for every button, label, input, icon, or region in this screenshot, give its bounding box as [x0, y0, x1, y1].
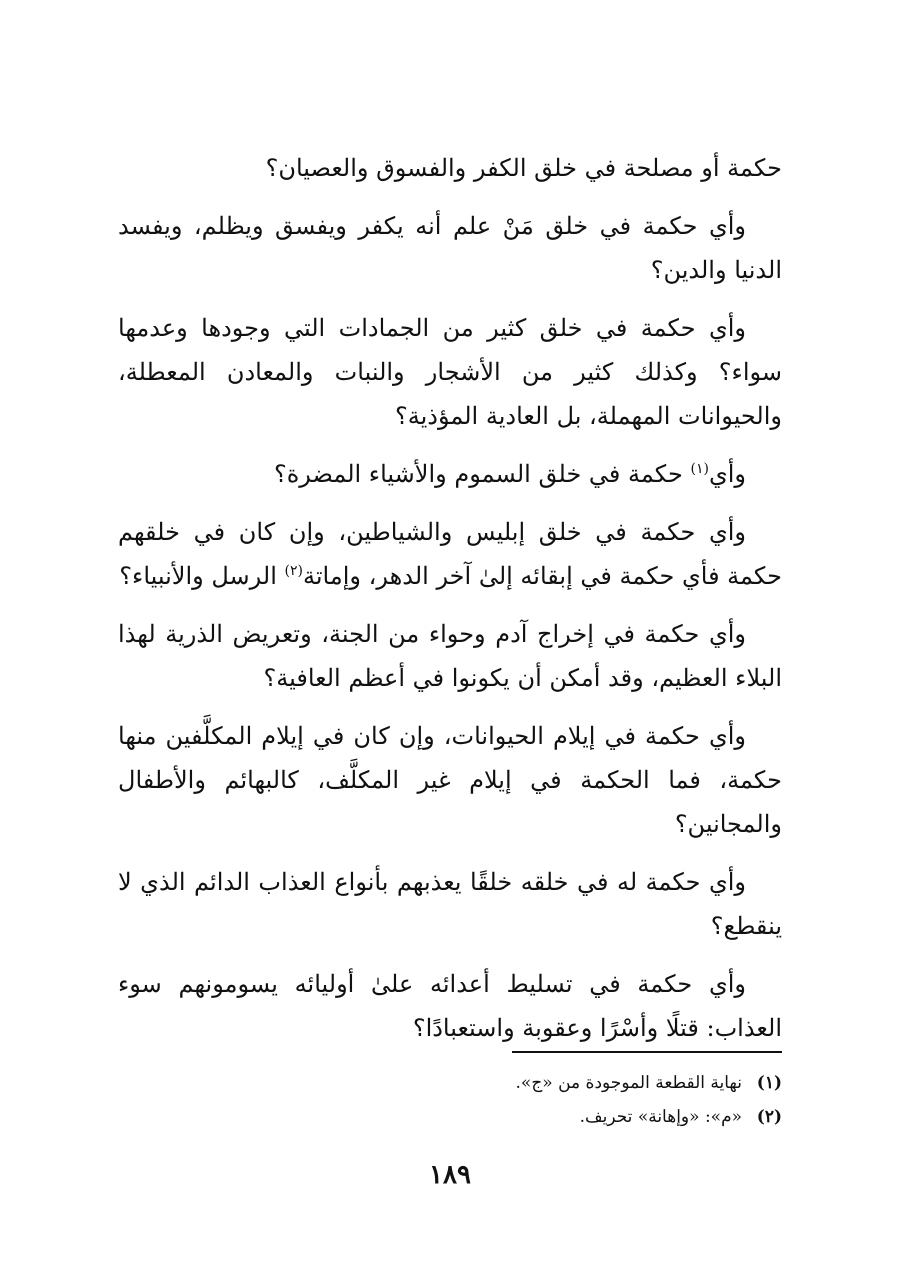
paragraph: وأي حكمة له في خلقه خلقًا يعذبهم بأنواع العذاب الدائم الذي لا ينقطع؟ — [118, 868, 782, 940]
paragraph: وأي حكمة في إيلام الحيوانات، وإن كان في إيلام المكلَّفين منها حكمة، فما الحكمة في إيلام غير المكلَّف، كالبهائم والأطفال والمجانين؟ — [118, 722, 782, 838]
footnote-reference[interactable]: (٢) — [284, 563, 303, 579]
footnote-text: «م»: «وإهانة» تحريف. — [579, 1107, 742, 1127]
paragraph: وأي حكمة في تسليط أعدائه علىٰ أوليائه يسومونهم سوء العذاب: قتلًا وأسْرًا وعقوبة واستعبادًا؟ — [118, 970, 782, 1042]
page-number: ١٨٩ — [429, 1160, 471, 1190]
footnote-text: نهاية القطعة الموجودة من «ج». — [515, 1073, 742, 1093]
main-text — [118, 146, 782, 1064]
paragraph: وأي حكمة في إخراج آدم وحواء من الجنة، وتعريض الذرية لهذا البلاء العظيم، وقد أمكن أن يكونوا في أعظم العافية؟ — [118, 620, 782, 692]
paragraph-with-footnote — [118, 510, 782, 598]
paragraph-with-footnote — [118, 452, 782, 496]
footnote-number: (٢) — [756, 1107, 782, 1127]
paragraph: وأي حكمة في خلق كثير من الجمادات التي وجودها وعدمها سواء؟ وكذلك كثير من الأشجار والنبات والمعادن المعطلة، والحيوانات المهملة، بل العادية المؤذية؟ — [118, 314, 782, 430]
paragraph: حكمة أو مصلحة في خلق الكفر والفسوق والعصيان؟ — [265, 154, 782, 182]
footnotes — [118, 1066, 782, 1134]
footnote-reference[interactable]: (١) — [690, 461, 709, 477]
paragraph-text: وأي — [708, 460, 746, 488]
paragraph: وأي حكمة في خلق مَنْ علم أنه يكفر ويفسق ويظلم، ويفسد الدنيا والدين؟ — [118, 212, 782, 284]
paragraph-text: الرسل والأنبياء؟ — [119, 562, 285, 590]
footnote-divider — [512, 1051, 782, 1053]
footnote-number: (١) — [756, 1073, 782, 1093]
footnote-item — [118, 1066, 782, 1100]
footnote-item — [118, 1100, 782, 1134]
paragraph-text: وأي حكمة في خلق إبليس والشياطين، وإن كان في خلقهم حكمة فأي حكمة في إبقائه إلىٰ آخر الدهر، وإماتة — [118, 518, 782, 590]
paragraph-text: حكمة في خلق السموم والأشياء المضرة؟ — [273, 460, 691, 488]
